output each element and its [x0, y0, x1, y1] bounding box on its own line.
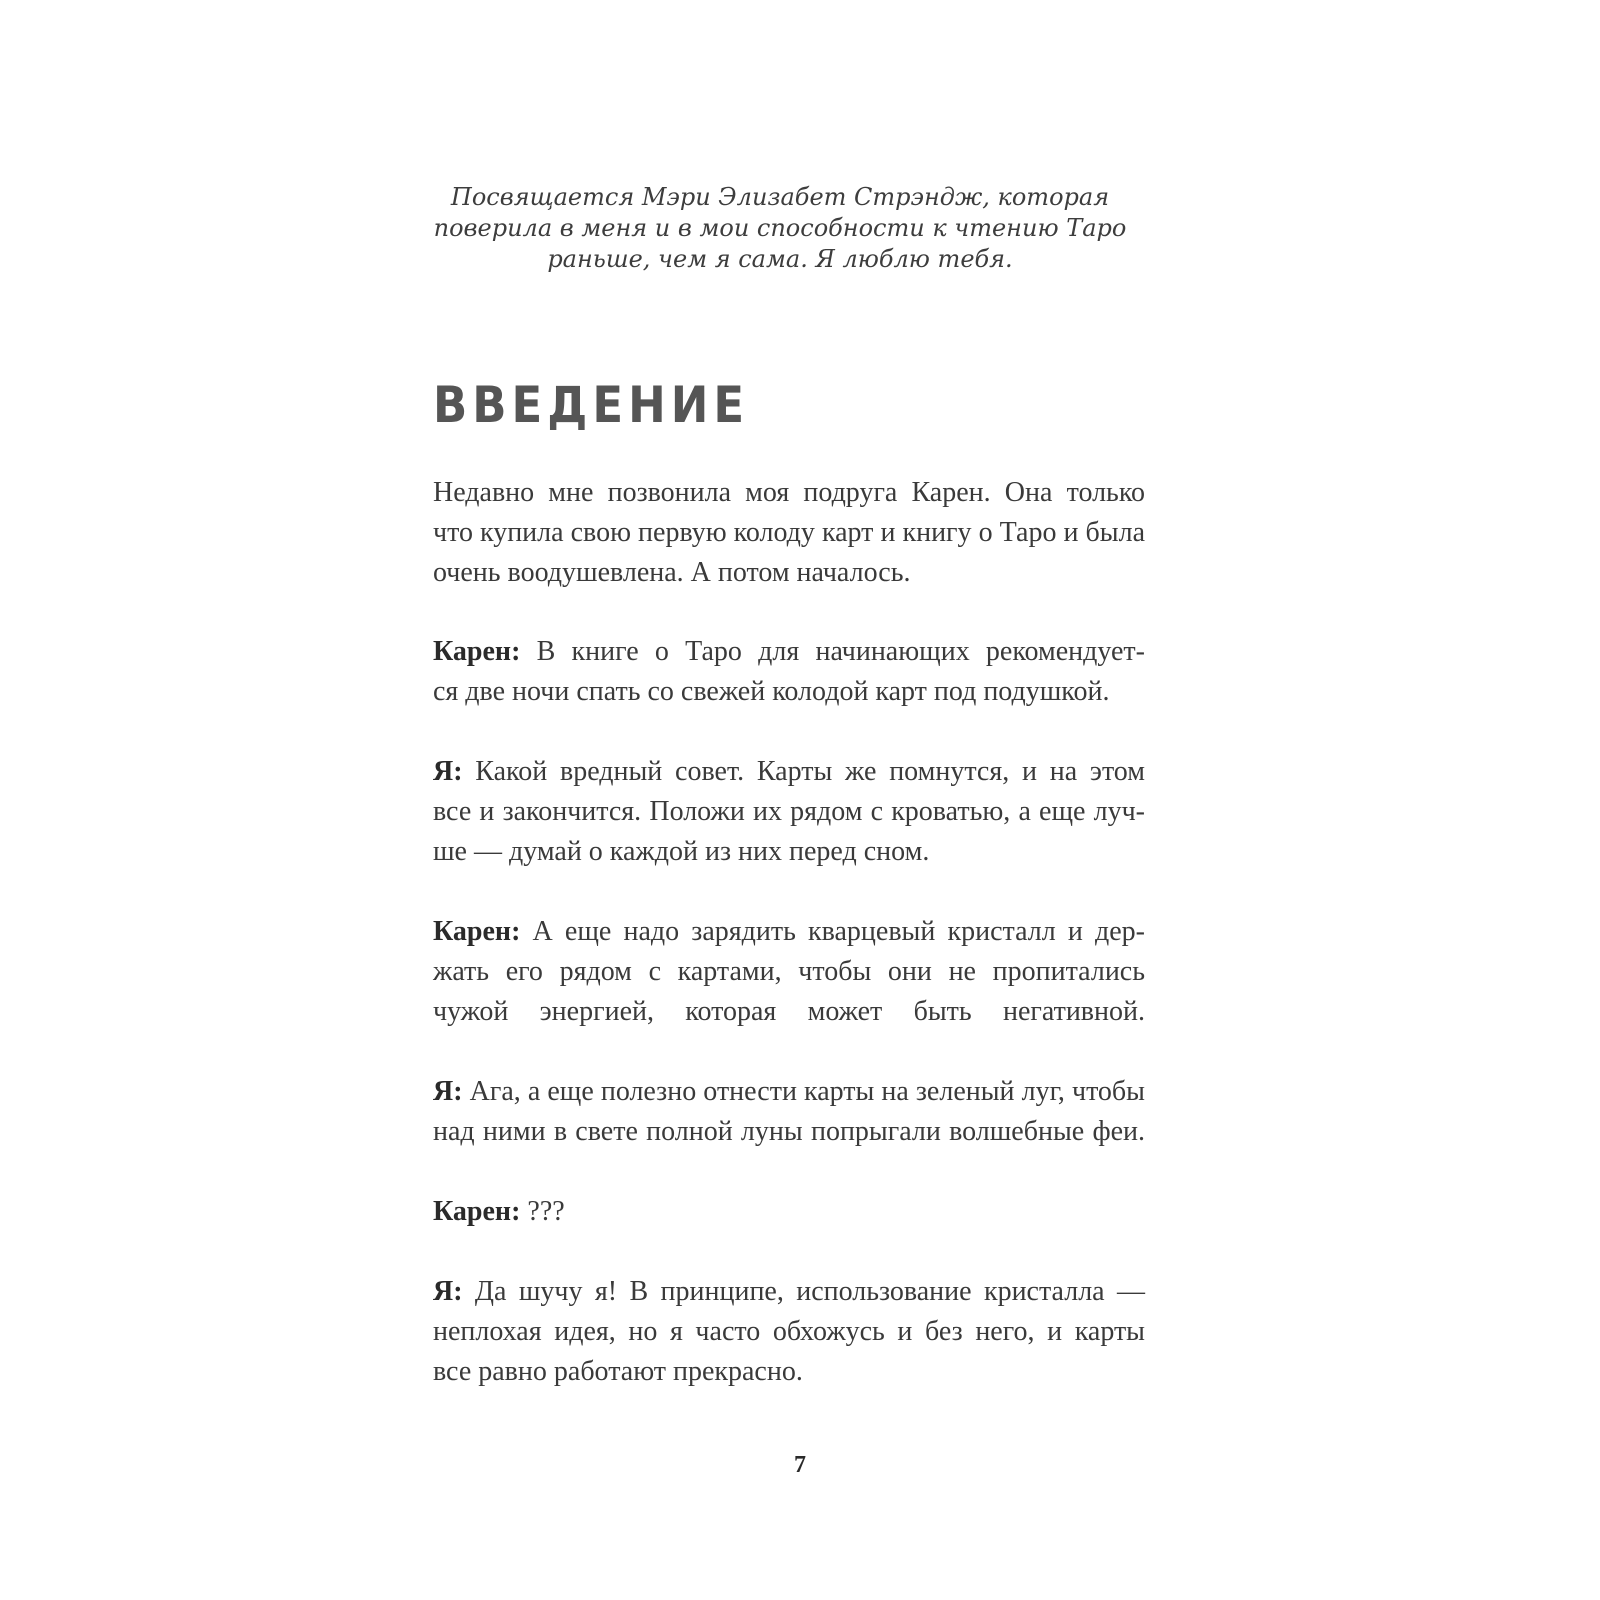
paragraph-line: Да шучу я! В принципе, использование кристалла —: [462, 1276, 1145, 1307]
dialogue-paragraph: [433, 1192, 1145, 1232]
paragraph-line: Недавно мне позвонила моя подруга Карен. Она только: [433, 477, 1145, 508]
dialogue-paragraph: [433, 632, 1145, 712]
speaker-label: Я:: [433, 1076, 463, 1107]
speaker-label: Карен:: [433, 1196, 521, 1227]
paragraph-line: ше — думай о каждой из них перед сном.: [433, 836, 930, 867]
chapter-heading: ВВЕДЕНИЕ: [433, 376, 750, 434]
paragraph-line: что купила свою первую колоду карт и книгу о Таро и была: [433, 517, 1145, 548]
dialogue-paragraph: [433, 1272, 1145, 1392]
dedication-line: поверила в меня и в мои способности к чтению Таро: [433, 214, 1127, 242]
paragraph-line: А еще надо зарядить кварцевый кристалл и дер-: [520, 916, 1145, 947]
paragraph-line: очень воодушевлена. А потом началось.: [433, 557, 911, 588]
paragraph-line: ся две ночи спать со свежей колодой карт под подушкой.: [433, 676, 1110, 707]
speaker-label: Я:: [433, 1276, 463, 1307]
paragraph-line: неплохая идея, но я часто обхожусь и без него, и карты: [433, 1316, 1145, 1347]
paragraph-line: Ага, а еще полезно отнести карты на зеленый луг, чтобы: [462, 1076, 1145, 1107]
paragraph-line: ???: [520, 1196, 565, 1227]
paragraph-line: Какой вредный совет. Карты же помнутся, и на этом: [462, 756, 1145, 787]
speaker-label: Я:: [433, 756, 463, 787]
intro-paragraph: [433, 473, 1145, 593]
dialogue-paragraph: [433, 912, 1145, 1032]
dialogue-paragraph: [433, 752, 1145, 872]
speaker-label: Карен:: [433, 636, 521, 667]
paragraph-line: над ними в свете полной луны попрыгали волшебные феи.: [433, 1116, 1145, 1147]
dialogue-paragraph: [433, 1072, 1145, 1152]
paragraph-line: жать его рядом с картами, чтобы они не пропитались: [433, 956, 1145, 987]
paragraph-line: все и закончится. Положи их рядом с кроватью, а еще луч-: [433, 796, 1145, 827]
dedication-line: Посвящается Мэри Элизабет Стрэндж, которая: [450, 183, 1110, 211]
paragraph-line: чужой энергией, которая может быть негативной.: [433, 996, 1145, 1027]
paragraph-line: все равно работают прекрасно.: [433, 1356, 803, 1387]
dedication-line: раньше, чем я сама. Я люблю тебя.: [547, 245, 1013, 273]
paragraph-line: В книге о Таро для начинающих рекомендует-: [520, 636, 1145, 667]
speaker-label: Карен:: [433, 916, 521, 947]
dedication: [430, 182, 1130, 275]
page-number: 7: [794, 1452, 806, 1478]
